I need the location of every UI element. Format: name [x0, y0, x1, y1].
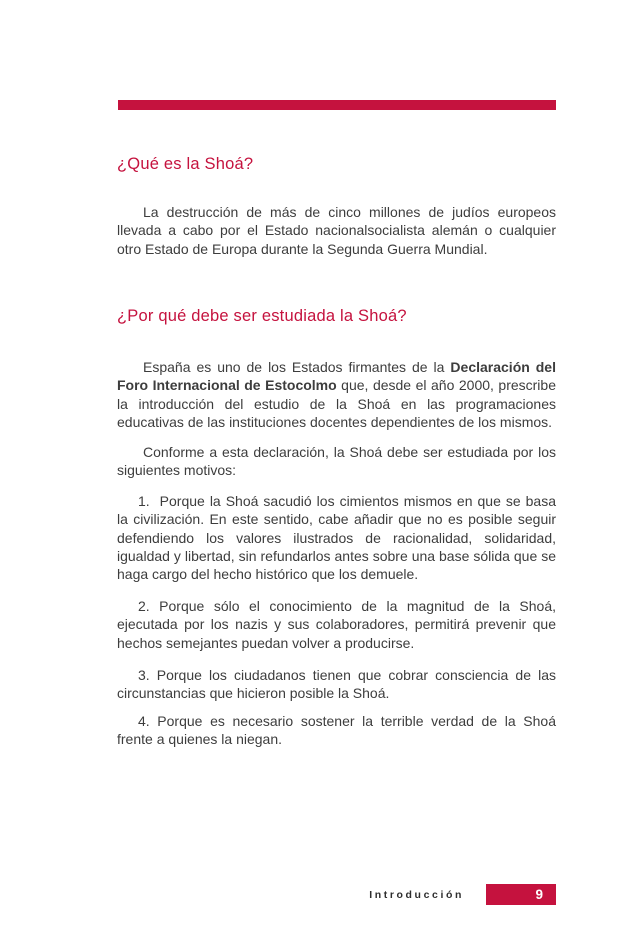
reason-item-1: 1. Porque la Shoá sacudió los cimientos mismos en que se basa la civilización. En este sentido, cabe añadir que no es posible seguir defendiendo los valores ilustrados de racionalidad, solidaridad, igualdad y libertad, sin refundarlos antes sobre una base sólida que se haga cargo del hecho histórico que los demuele.	[117, 493, 556, 583]
section-heading-por-que-estudiada: ¿Por qué debe ser estudiada la Shoá?	[117, 307, 407, 325]
text-run-before-bold: España es uno de los Estados firmantes de la	[143, 359, 451, 375]
text-run-after-bold: que, desde el año 2000, prescribe la introducción del estudio de la Shoá en las programaciones educativas de las instituciones docentes dependientes de los mismos.	[117, 377, 556, 430]
section-heading-que-es-la-shoa: ¿Qué es la Shoá?	[117, 155, 254, 173]
footer-section-label: Introducción	[369, 888, 464, 901]
reason-item-2: 2. Porque sólo el conocimiento de la magnitud de la Shoá, ejecutada por los nazis y sus colaboradores, permitirá prevenir que hechos semejantes puedan volver a producirse.	[117, 598, 556, 651]
page-footer	[117, 884, 556, 905]
reason-item-3: 3. Porque los ciudadanos tienen que cobrar consciencia de las circunstancias que hicieron posible la Shoá.	[117, 667, 556, 702]
page-number: 9	[535, 887, 543, 902]
bold-declaracion-estocolmo: Declaración del Foro Internacional de Estocolmo	[117, 359, 556, 394]
reason-item-4: 4. Porque es necesario sostener la terrible verdad de la Shoá frente a quienes la niegan.	[117, 713, 556, 748]
paragraph-espana-firmante	[117, 358, 556, 431]
page-number-box	[486, 884, 556, 905]
paragraph-definition: La destrucción de más de cinco millones de judíos europeos llevada a cabo por el Estado nacionalsocialista alemán o cualquier otro Estado de Europa durante la Segunda Guerra Mundial.	[117, 204, 556, 257]
paragraph-conforme-declaracion: Conforme a esta declaración, la Shoá debe ser estudiada por los siguientes motivos:	[117, 444, 556, 479]
top-rule-bar	[118, 100, 556, 110]
